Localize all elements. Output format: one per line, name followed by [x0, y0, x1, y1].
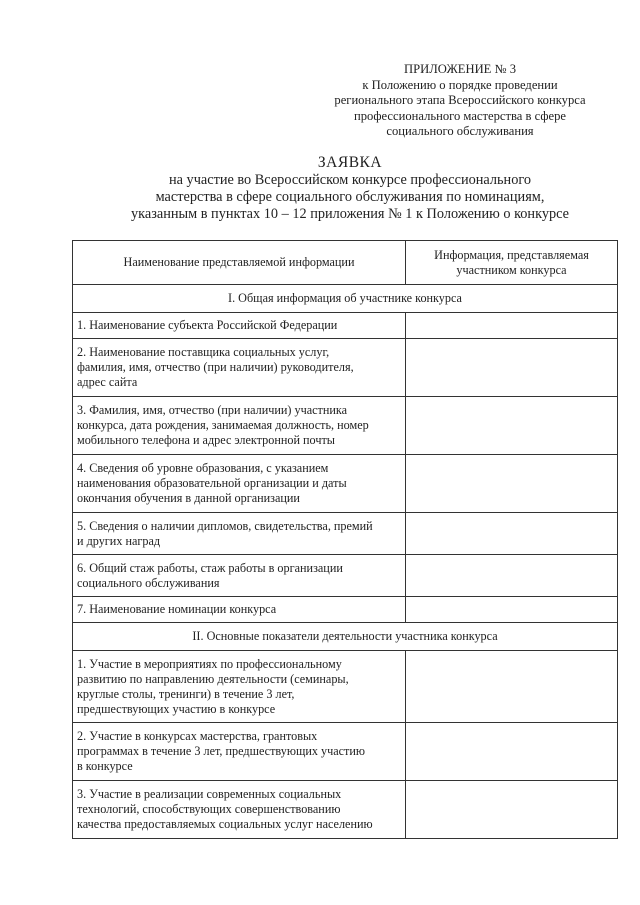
appendix-line: профессионального мастерства в сфере	[354, 108, 566, 123]
title-line: мастерства в сфере социального обслуживания по номинациям,	[155, 189, 545, 205]
item-label: 6. Общий стаж работы, стаж работы в организации социального обслуживания	[73, 555, 406, 597]
item-label: 2. Наименование поставщика социальных услуг, фамилия, имя, отчество (при наличии) руководителя, адрес сайта	[73, 339, 406, 397]
answer-cell[interactable]	[406, 597, 618, 623]
table-row	[73, 781, 618, 839]
answer-cell[interactable]	[406, 339, 618, 397]
table-row	[73, 513, 618, 555]
title-line: указанным в пунктах 10 – 12 приложения № 1 к Положению о конкурсе	[130, 206, 569, 222]
document-title	[60, 154, 640, 223]
table-row	[73, 723, 618, 781]
section-title-1: I. Общая информация об участнике конкурса	[73, 285, 618, 313]
item-label: 1. Участие в мероприятиях по профессиональному развитию по направлению деятельности (семинары, круглые столы, тренинги) в течение 3 лет, предшествующих участию в конкурсе	[73, 651, 406, 723]
section-row	[73, 285, 618, 313]
appendix-number: ПРИЛОЖЕНИЕ № 3	[404, 62, 516, 76]
appendix-header	[300, 62, 620, 140]
item-label: 3. Участие в реализации современных социальных технологий, способствующих совершенствованию качества предоставляемых социальных услуг населению	[73, 781, 406, 839]
table-row	[73, 455, 618, 513]
answer-cell[interactable]	[406, 313, 618, 339]
answer-cell[interactable]	[406, 513, 618, 555]
appendix-line: регионального этапа Всероссийского конкурса	[334, 93, 586, 107]
item-label: 2. Участие в конкурсах мастерства, грантовых программах в течение 3 лет, предшествующих участию в конкурсе	[73, 723, 406, 781]
table-row	[73, 555, 618, 597]
section-title-2: II. Основные показатели деятельности участника конкурса	[73, 623, 618, 651]
title-main: ЗАЯВКА	[317, 154, 383, 171]
answer-cell[interactable]	[406, 651, 618, 723]
table-row	[73, 313, 618, 339]
table-row	[73, 597, 618, 623]
table-header-row	[73, 241, 618, 285]
application-table	[72, 240, 618, 839]
header-info-name: Наименование представляемой информации	[73, 241, 406, 285]
answer-cell[interactable]	[406, 555, 618, 597]
item-label: 7. Наименование номинации конкурса	[73, 597, 406, 623]
table-row	[73, 339, 618, 397]
table-row	[73, 397, 618, 455]
answer-cell[interactable]	[406, 397, 618, 455]
item-label: 5. Сведения о наличии дипломов, свидетельства, премий и других наград	[73, 513, 406, 555]
answer-cell[interactable]	[406, 781, 618, 839]
section-row	[73, 623, 618, 651]
appendix-line: социального обслуживания	[386, 124, 534, 138]
item-label: 1. Наименование субъекта Российской Федерации	[73, 313, 406, 339]
title-line: на участие во Всероссийском конкурсе профессионального	[168, 172, 532, 188]
answer-cell[interactable]	[406, 455, 618, 513]
table-row	[73, 651, 618, 723]
answer-cell[interactable]	[406, 723, 618, 781]
header-info-provided: Информация, представляемая участником конкурса	[406, 241, 618, 285]
appendix-line: к Положению о порядке проведении	[362, 77, 558, 92]
item-label: 4. Сведения об уровне образования, с указанием наименования образовательной организации и даты окончания обучения в данной организации	[73, 455, 406, 513]
item-label: 3. Фамилия, имя, отчество (при наличии) участника конкурса, дата рождения, занимаемая должность, номер мобильного телефона и адрес электронной почты	[73, 397, 406, 455]
